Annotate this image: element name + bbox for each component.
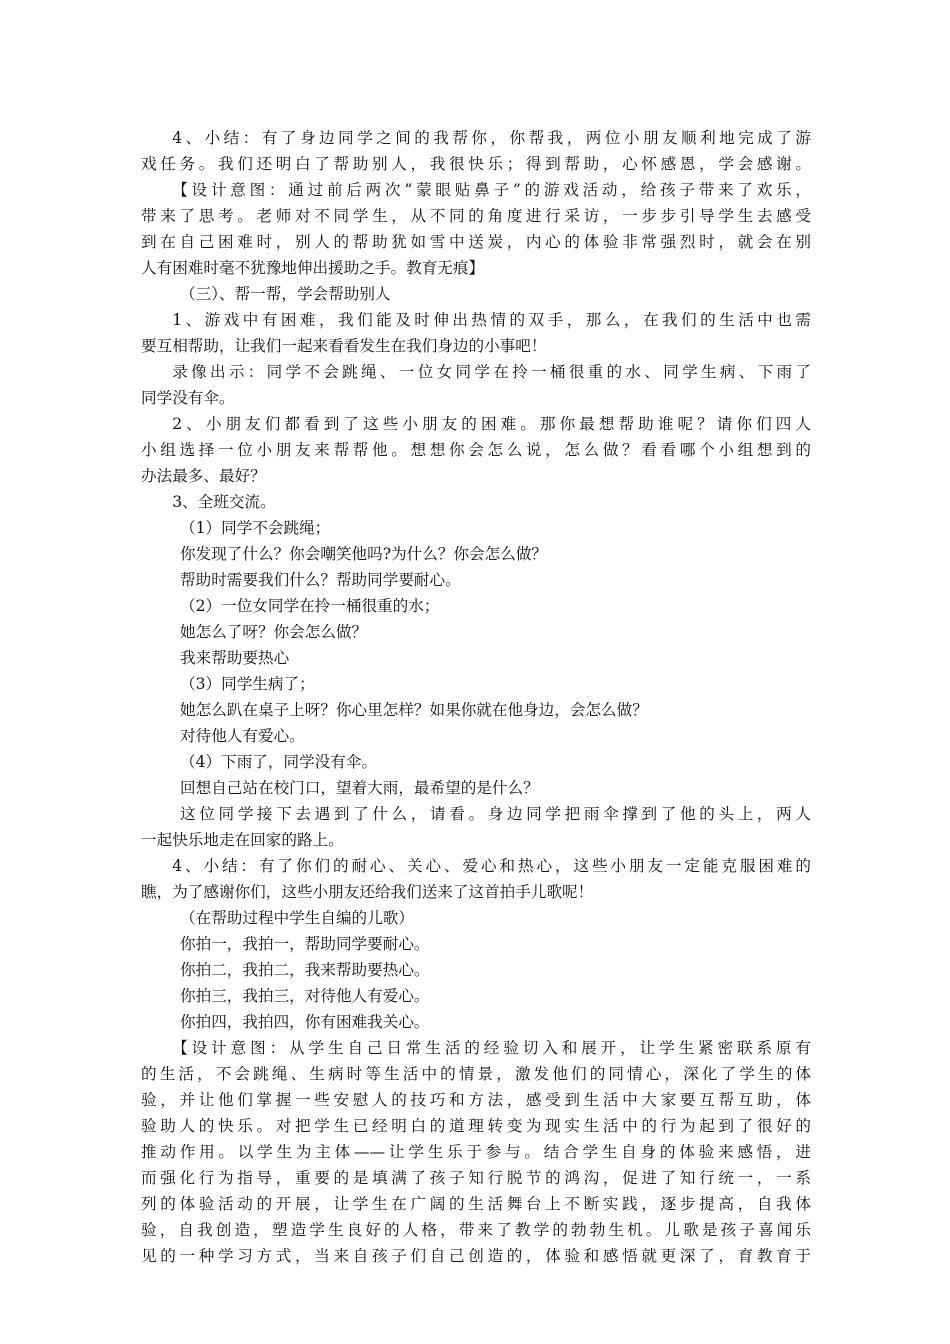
text-line: 你拍四，我拍四，你有困难我关心。 (180, 1013, 430, 1031)
text-line: 对待他人有爱心。 (180, 727, 305, 745)
text-line: 这位同学接下去遇到了什么，请看。身边同学把雨伞撑到了他的头上，两人 (180, 805, 811, 823)
text-line: （在帮助过程中学生自编的儿歌） (180, 909, 414, 927)
text-line: 验，自我创造，塑造学生良好的人格，带来了教学的勃勃生机。儿歌是孩子喜闻乐 (141, 1221, 811, 1239)
text-line: （2）一位女同学在拎一桶很重的水； (180, 597, 440, 615)
text-line: 你拍一，我拍一，帮助同学要耐心。 (180, 935, 430, 953)
text-line: 而强化行为指导，重要的是填满了孩子知行脱节的鸿沟，促进了知行统一，一系 (141, 1169, 811, 1187)
text-line: 办法最多、最好？ (141, 467, 266, 485)
text-line: 【设计意图：从学生自己日常生活的经验切入和展开，让学生紧密联系原有 (172, 1039, 811, 1057)
text-line: 见的一种学习方式，当来自孩子们自己创造的，体验和感悟就更深了，育教育于 (141, 1247, 811, 1265)
text-line: 【设计意图：通过前后两次“蒙眼贴鼻子”的游戏活动，给孩子带来了欢乐， (172, 181, 811, 199)
text-line: 她怎么了呀？你会怎么做？ (180, 623, 368, 641)
text-line: 同学没有伞。 (141, 389, 235, 407)
text-line: 带来了思考。老师对不同学生，从不同的角度进行采访，一步步引导学生去感受 (141, 207, 811, 225)
text-line: 回想自己站在校门口，望着大雨，最希望的是什么？ (180, 779, 539, 797)
text-line: 4、小结：有了身边同学之间的我帮你，你帮我，两位小朋友顺利地完成了游 (172, 129, 811, 147)
text-line: 小组选择一位小朋友来帮帮他。想想你会怎么说，怎么做？看看哪个小组想到的 (141, 441, 811, 459)
text-line: 验，并让他们掌握一些安慰人的技巧和方法，感受到生活中大家要互帮互助，体 (141, 1091, 811, 1109)
text-line: （1）同学不会跳绳； (180, 519, 331, 537)
text-line: 3、全班交流。 (172, 493, 276, 511)
text-line: 我来帮助要热心 (180, 649, 290, 667)
text-line: （4）下雨了，同学没有伞。 (180, 753, 378, 771)
text-line: 帮助时需要我们什么？帮助同学要耐心。 (180, 571, 461, 589)
text-line: 录像出示：同学不会跳绳、一位女同学在拎一桶很重的水、同学生病、下雨了 (172, 363, 811, 381)
text-line: 列的体验活动的开展，让学生在广阔的生活舞台上不断实践，逐步提高，自我体 (141, 1195, 811, 1213)
text-line: 1、游戏中有困难，我们能及时伸出热情的双手，那么，在我们的生活中也需 (172, 311, 811, 329)
text-line: （3）同学生病了； (180, 675, 315, 693)
text-line: 人有困难时毫不犹豫地伸出援助之手。教育无痕】 (141, 259, 485, 277)
text-line: 要互相帮助，让我们一起来看看发生在我们身边的小事吧！ (141, 337, 547, 355)
text-line: 到在自己困难时，别人的帮助犹如雪中送炭，内心的体验非常强烈时，就会在别 (141, 233, 811, 251)
text-line: （三）、帮一帮，学会帮助别人 (180, 285, 391, 303)
text-line: 一起快乐地走在回家的路上。 (141, 831, 344, 849)
text-line: 她怎么趴在桌子上呀？你心里怎样？如果你就在他身边，会怎么做？ (180, 701, 648, 719)
text-line: 4、小结：有了你们的耐心、关心、爱心和热心，这些小朋友一定能克服困难的 (172, 857, 811, 875)
text-line: 你拍二，我拍二，我来帮助要热心。 (180, 961, 430, 979)
text-line: 你拍三，我拍三，对待他人有爱心。 (180, 987, 430, 1005)
text-line: 验助人的快乐。对把学生已经明白的道理转变为现实生活中的行为起到了很好的 (141, 1117, 811, 1135)
text-line: 的生活，不会跳绳、生病时等生活中的情景，激发他们的同情心，深化了学生的体 (141, 1065, 811, 1083)
text-line: 瞧，为了感谢你们，这些小朋友还给我们送来了这首拍手儿歌呢！ (141, 883, 594, 901)
text-line: 戏任务。我们还明白了帮助别人，我很快乐；得到帮助，心怀感恩，学会感谢。 (141, 155, 811, 173)
text-line: 2、小朋友们都看到了这些小朋友的困难。那你最想帮助谁呢？请你们四人 (172, 415, 811, 433)
document-body (141, 125, 811, 1269)
text-line: 推动作用。以学生为主体——让学生乐于参与。结合学生自身的体验来感悟，进 (141, 1143, 811, 1161)
text-line: 你发现了什么？你会嘲笑他吗?为什么？你会怎么做？ (180, 545, 548, 563)
